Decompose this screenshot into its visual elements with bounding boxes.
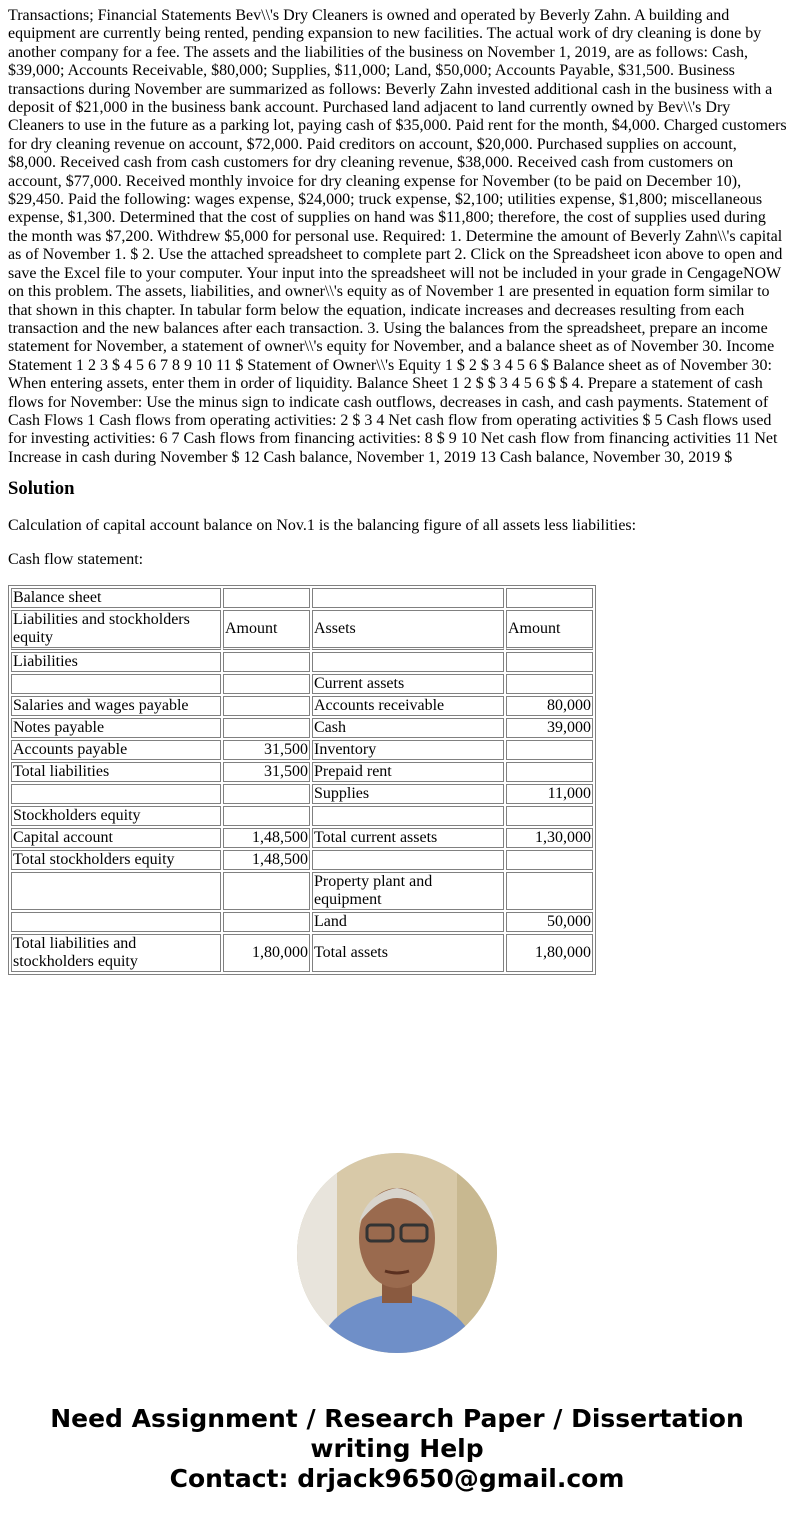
table-row	[11, 872, 593, 910]
table-cell	[11, 912, 221, 932]
table-cell	[506, 806, 593, 826]
table-cell	[11, 872, 221, 910]
table-cell	[312, 652, 504, 672]
table-cell	[223, 872, 310, 910]
table-row	[11, 806, 593, 826]
table-cell: Property plant and equipment	[312, 872, 504, 910]
table-cell: Total current assets	[312, 828, 504, 848]
question-text: Transactions; Financial Statements Bev\\'s Dry Cleaners is owned and operated by Beverly Zahn. A building and equipment are currently being rented, pending expansion to new facilities. The actual work of dry cleaning is done by another company for a fee. The assets and the liabilities of the business on November 1, 2019, are as follows: Cash, $39,000; Accounts Receivable, $80,000; Supplies, $11,000; Land, $50,000; Accounts Payable, $31,500. Business transactions during November are summarized as follows: Beverly Zahn invested additional cash in the business with a deposit of $21,000 in the business bank account. Purchased land adjacent to land currently owned by Bev\\'s Dry Cleaners to use in the future as a parking lot, paying cash of $35,000. Paid rent for the month, $4,000. Charged customers for dry cleaning revenue on account, $72,000. Paid creditors on account, $20,000. Purchased supplies on account, $8,000. Received cash from cash customers for dry cleaning revenue, $38,000. Received cash from customers on account, $77,000. Received monthly invoice for dry cleaning expense for November (to be paid on December 10), $29,450. Paid the following: wages expense, $24,000; truck expense, $2,100; utilities expense, $1,800; miscellaneous expense, $1,300. Determined that the cost of supplies on hand was $11,800; therefore, the cost of supplies used during the month was $7,200. Withdrew $5,000 for personal use. Required: 1. Determine the amount of Beverly Zahn\\'s capital as of November 1. $ 2. Use the attached spreadsheet to complete part 2. Click on the Spreadsheet icon above to open and save the Excel file to your computer. Your input into the spreadsheet will not be included in your grade in CengageNOW on this problem. The assets, liabilities, and owner\\'s equity as of November 1 are presented in equation form similar to that shown in this chapter. In tabular form below the equation, indicate increases and decreases resulting from each transaction and the new balances after each transaction. 3. Using the balances from the spreadsheet, prepare an income statement for November, a statement of owner\\'s equity for November, and a balance sheet as of November 30. Income Statement 1 2 3 $ 4 5 6 7 8 9 10 11 $ Statement of Owner\\'s Equity 1 $ 2 $ 3 4 5 6 $ Balance sheet as of November 30: When entering assets, enter them in order of liquidity. Balance Sheet 1 2 $ $ 3 4 5 6 $ $ 4. Prepare a statement of cash flows for November: Use the minus sign to indicate cash outflows, decreases in cash, and cash payments. Statement of Cash Flows 1 Cash flows from operating activities: 2 $ 3 4 Net cash flow from operating activities $ 5 Cash flows used for investing activities: 6 7 Cash flows from financing activities: 8 $ 9 10 Net cash flow from financing activities 11 Net Increase in cash during November $ 12 Cash balance, November 1, 2019 13 Cash balance, November 30, 2019 $	[8, 7, 787, 466]
table-cell: 39,000	[506, 718, 593, 738]
table-cell: Liabilities	[11, 652, 221, 672]
table-row	[11, 934, 593, 972]
table-cell	[506, 674, 593, 694]
table-cell: Total stockholders equity	[11, 850, 221, 870]
table-cell: 31,500	[223, 762, 310, 782]
table-cell	[506, 850, 593, 870]
table-row	[11, 850, 593, 870]
table-cell: Capital account	[11, 828, 221, 848]
table-cell: Accounts receivable	[312, 696, 504, 716]
table-cell	[506, 872, 593, 910]
table-cell	[506, 588, 593, 608]
table-cell: Inventory	[312, 740, 504, 760]
table-cell: 31,500	[223, 740, 310, 760]
table-cell: Total liabilities	[11, 762, 221, 782]
footer-line-2: writing Help	[310, 1434, 484, 1463]
table-cell	[312, 588, 504, 608]
table-cell	[506, 762, 593, 782]
table-cell: 50,000	[506, 912, 593, 932]
table-cell: Total liabilities and stockholders equity	[11, 934, 221, 972]
table-cell	[312, 850, 504, 870]
table-cell: Notes payable	[11, 718, 221, 738]
cash-flow-label: Cash flow statement:	[8, 551, 144, 568]
table-cell	[223, 806, 310, 826]
table-row	[11, 652, 593, 672]
table-cell: 1,48,500	[223, 828, 310, 848]
table-cell: Current assets	[312, 674, 504, 694]
table-row	[11, 784, 593, 804]
balance-sheet-table	[8, 585, 596, 975]
footer-line-1: Need Assignment / Research Paper / Dissertation	[50, 1404, 744, 1433]
table-cell: 1,80,000	[506, 934, 593, 972]
table-row	[11, 740, 593, 760]
table-row	[11, 610, 593, 650]
table-cell: Assets	[312, 610, 504, 650]
table-cell: Cash	[312, 718, 504, 738]
table-cell	[223, 718, 310, 738]
table-cell: Stockholders equity	[11, 806, 221, 826]
table-cell: Amount	[506, 610, 593, 650]
table-cell: 11,000	[506, 784, 593, 804]
solution-heading: Solution	[8, 478, 75, 499]
table-cell: Total assets	[312, 934, 504, 972]
table-cell	[223, 588, 310, 608]
table-cell: Balance sheet	[11, 588, 221, 608]
table-cell	[223, 674, 310, 694]
table-cell: Supplies	[312, 784, 504, 804]
author-photo	[297, 1153, 497, 1353]
table-cell	[506, 652, 593, 672]
table-cell: Accounts payable	[11, 740, 221, 760]
table-row	[11, 912, 593, 932]
table-row	[11, 674, 593, 694]
table-cell: 1,30,000	[506, 828, 593, 848]
footer-contact: Contact: drjack9650@gmail.com	[169, 1464, 625, 1493]
table-cell: Amount	[223, 610, 310, 650]
table-cell	[223, 696, 310, 716]
table-row	[11, 696, 593, 716]
table-cell: Land	[312, 912, 504, 932]
promo-footer	[0, 1404, 794, 1494]
table-cell	[11, 674, 221, 694]
table-cell	[312, 806, 504, 826]
table-row	[11, 828, 593, 848]
table-cell	[223, 652, 310, 672]
capital-calculation-text: Calculation of capital account balance on Nov.1 is the balancing figure of all assets less liabilities:	[8, 517, 637, 534]
table-cell	[223, 784, 310, 804]
table-cell: 80,000	[506, 696, 593, 716]
table-cell: Salaries and wages payable	[11, 696, 221, 716]
table-cell: 1,48,500	[223, 850, 310, 870]
table-cell	[223, 912, 310, 932]
table-row	[11, 588, 593, 608]
table-cell: 1,80,000	[223, 934, 310, 972]
table-row	[11, 762, 593, 782]
table-cell	[11, 784, 221, 804]
table-row	[11, 718, 593, 738]
table-cell	[506, 740, 593, 760]
table-cell: Prepaid rent	[312, 762, 504, 782]
table-cell: Liabilities and stockholders equity	[11, 610, 221, 650]
